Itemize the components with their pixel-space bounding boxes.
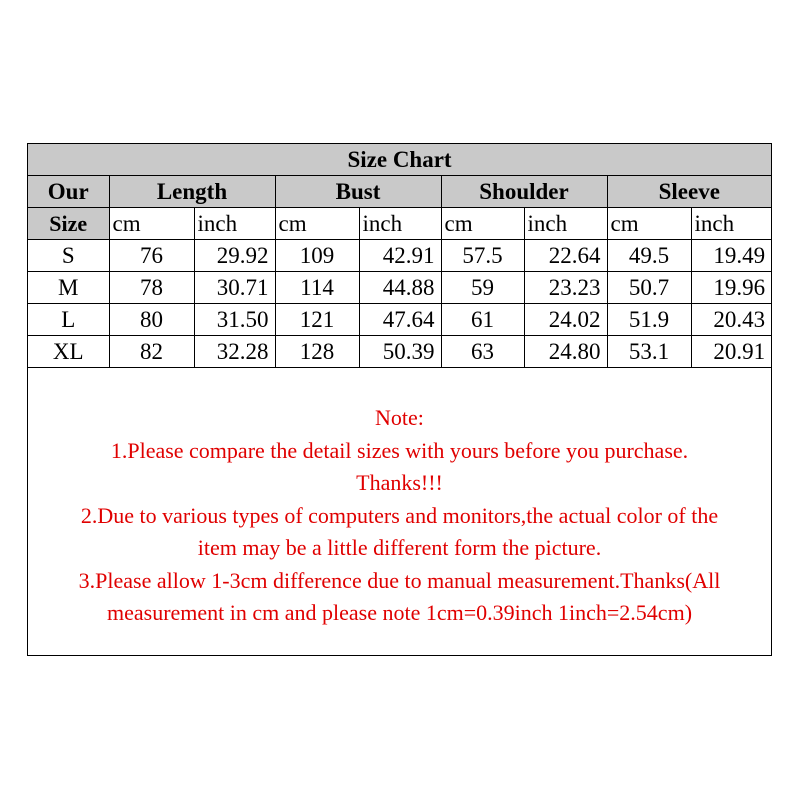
size-table <box>28 144 771 368</box>
value-cell: 50.39 <box>359 336 441 368</box>
value-cell: 53.1 <box>607 336 691 368</box>
table-row <box>28 272 771 304</box>
title-row <box>28 144 771 176</box>
group-header-sleeve: Sleeve <box>607 176 771 208</box>
value-cell: 30.71 <box>194 272 275 304</box>
value-cell: 24.02 <box>524 304 607 336</box>
value-cell: 20.91 <box>691 336 771 368</box>
value-cell: 78 <box>109 272 194 304</box>
group-header-shoulder: Shoulder <box>441 176 607 208</box>
unit-inch: inch <box>691 208 771 240</box>
value-cell: 29.92 <box>194 240 275 272</box>
value-cell: 22.64 <box>524 240 607 272</box>
value-cell: 59 <box>441 272 524 304</box>
value-cell: 47.64 <box>359 304 441 336</box>
value-cell: 50.7 <box>607 272 691 304</box>
unit-inch: inch <box>359 208 441 240</box>
group-header-row <box>28 176 771 208</box>
value-cell: 44.88 <box>359 272 441 304</box>
note-line: Thanks!!! <box>356 470 443 495</box>
value-cell: 82 <box>109 336 194 368</box>
group-header-length: Length <box>109 176 275 208</box>
value-cell: 23.23 <box>524 272 607 304</box>
size-cell: XL <box>28 336 109 368</box>
unit-header-row <box>28 208 771 240</box>
unit-cm: cm <box>441 208 524 240</box>
unit-inch: inch <box>194 208 275 240</box>
value-cell: 76 <box>109 240 194 272</box>
note-line: 2.Due to various types of computers and monitors,the actual color of the <box>80 502 719 528</box>
value-cell: 109 <box>275 240 359 272</box>
note-heading: Note: <box>375 405 424 430</box>
value-cell: 32.28 <box>194 336 275 368</box>
value-cell: 19.96 <box>691 272 771 304</box>
value-cell: 42.91 <box>359 240 441 272</box>
table-row <box>28 304 771 336</box>
unit-inch: inch <box>524 208 607 240</box>
value-cell: 51.9 <box>607 304 691 336</box>
unit-cm: cm <box>275 208 359 240</box>
note-line: measurement in cm and please note 1cm=0.39inch 1inch=2.54cm) <box>106 600 693 625</box>
value-cell: 31.50 <box>194 304 275 336</box>
table-row <box>28 336 771 368</box>
size-chart <box>27 143 772 656</box>
unit-cm: cm <box>109 208 194 240</box>
value-cell: 20.43 <box>691 304 771 336</box>
value-cell: 57.5 <box>441 240 524 272</box>
value-cell: 80 <box>109 304 194 336</box>
value-cell: 114 <box>275 272 359 304</box>
notes-block <box>28 402 771 630</box>
size-cell: S <box>28 240 109 272</box>
size-cell: L <box>28 304 109 336</box>
value-cell: 19.49 <box>691 240 771 272</box>
value-cell: 121 <box>275 304 359 336</box>
value-cell: 61 <box>441 304 524 336</box>
value-cell: 24.80 <box>524 336 607 368</box>
unit-cm: cm <box>607 208 691 240</box>
size-header-bottom: Size <box>28 208 109 240</box>
table-row <box>28 240 771 272</box>
table-title: Size Chart <box>28 144 771 176</box>
note-line: 3.Please allow 1-3cm difference due to manual measurement.Thanks(All <box>78 567 721 593</box>
group-header-bust: Bust <box>275 176 441 208</box>
value-cell: 63 <box>441 336 524 368</box>
value-cell: 128 <box>275 336 359 368</box>
size-cell: M <box>28 272 109 304</box>
size-header-top: Our <box>28 176 109 208</box>
value-cell: 49.5 <box>607 240 691 272</box>
note-line: item may be a little different form the picture. <box>197 535 602 560</box>
note-line: 1.Please compare the detail sizes with yours before you purchase. <box>110 437 689 463</box>
